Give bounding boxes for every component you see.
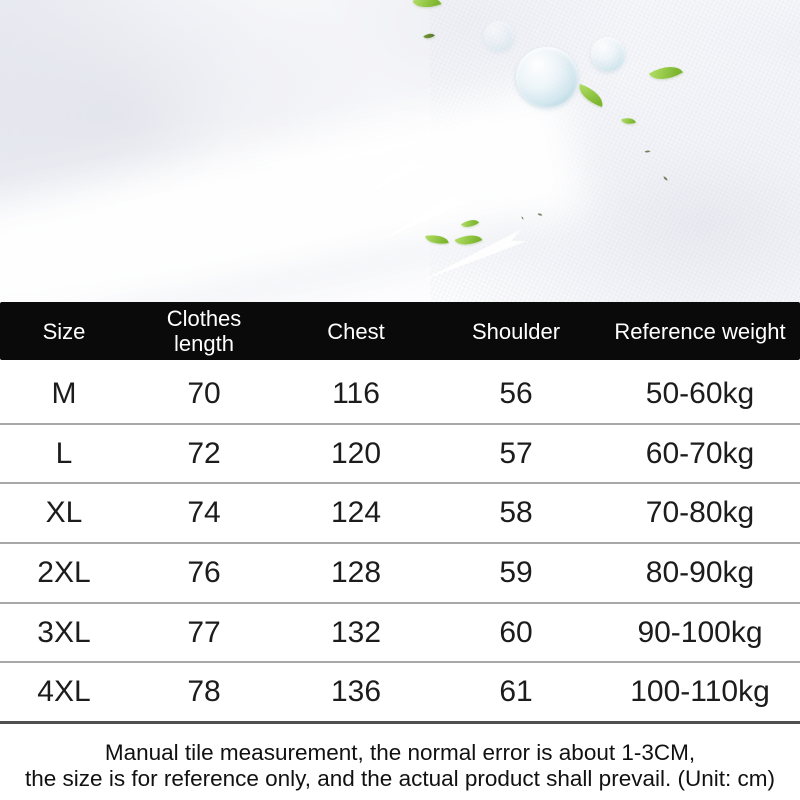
length-value: 72 bbox=[187, 436, 221, 470]
weight-value: 60-70kg bbox=[645, 436, 755, 470]
size-chart-body bbox=[0, 365, 800, 724]
size-value: XL bbox=[45, 496, 83, 530]
weight-value: 50-60kg bbox=[645, 376, 755, 410]
column-header-chest: Chest bbox=[327, 318, 385, 344]
length-value: 74 bbox=[187, 496, 221, 530]
chest-value: 116 bbox=[332, 376, 380, 410]
length-value: 77 bbox=[187, 615, 221, 649]
table-row-4xl bbox=[0, 663, 800, 721]
disclaimer-line-2: the size is for reference only, and the actual product shall prevail. (Unit: cm) bbox=[25, 766, 775, 791]
size-chart-header-row bbox=[0, 302, 800, 360]
water-droplet-icon bbox=[591, 37, 625, 71]
table-row-2xl bbox=[0, 544, 800, 604]
column-header-size: Size bbox=[42, 318, 86, 344]
length-value: 76 bbox=[187, 555, 221, 589]
length-value: 70 bbox=[187, 376, 221, 410]
column-header-reference-weight: Reference weight bbox=[614, 318, 786, 344]
size-value: M bbox=[51, 376, 77, 410]
shoulder-value: 59 bbox=[499, 555, 533, 589]
size-value: 2XL bbox=[37, 555, 91, 589]
table-row-l bbox=[0, 425, 800, 485]
size-value: L bbox=[55, 436, 73, 470]
size-value: 3XL bbox=[37, 615, 91, 649]
measurement-disclaimer bbox=[0, 724, 800, 792]
chest-value: 132 bbox=[330, 615, 382, 649]
size-value: 4XL bbox=[37, 675, 91, 709]
length-value: 78 bbox=[187, 675, 221, 709]
weight-value: 70-80kg bbox=[645, 496, 755, 530]
shoulder-value: 57 bbox=[499, 436, 533, 470]
chest-value: 124 bbox=[330, 496, 382, 530]
column-header-shoulder: Shoulder bbox=[471, 318, 561, 344]
chest-value: 128 bbox=[330, 555, 382, 589]
chest-value: 120 bbox=[330, 436, 382, 470]
table-row-3xl bbox=[0, 604, 800, 664]
shoulder-value: 61 bbox=[499, 675, 533, 709]
water-droplet-icon bbox=[484, 21, 514, 51]
disclaimer-line-1: Manual tile measurement, the normal error is about 1-3CM, bbox=[104, 740, 696, 765]
column-header-clothes-length: Clothes length bbox=[166, 306, 242, 356]
table-row-xl bbox=[0, 484, 800, 544]
weight-value: 80-90kg bbox=[645, 555, 755, 589]
fabric-background bbox=[0, 0, 800, 302]
shoulder-value: 60 bbox=[499, 615, 533, 649]
weight-value: 100-110kg bbox=[630, 675, 770, 709]
water-droplet-icon bbox=[516, 47, 578, 107]
shoulder-value: 56 bbox=[499, 376, 533, 410]
shoulder-value: 58 bbox=[499, 496, 533, 530]
table-row-m bbox=[0, 365, 800, 425]
weight-value: 90-100kg bbox=[637, 615, 763, 649]
chest-value: 136 bbox=[330, 675, 382, 709]
